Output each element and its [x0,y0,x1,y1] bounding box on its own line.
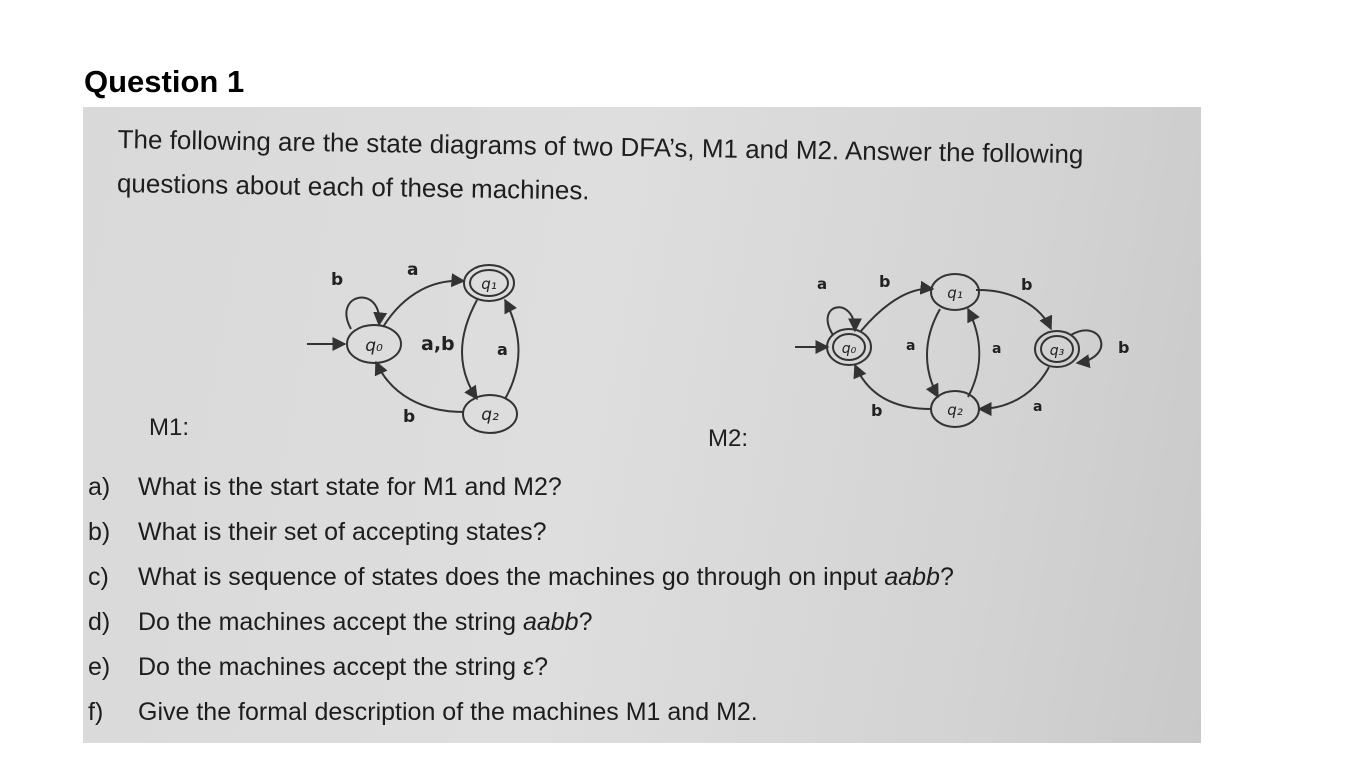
m2-edge-q1-q2 [927,309,940,397]
question-emphasis: aabb [522,608,579,636]
m1-q0-self-label: b [331,270,344,290]
m1-q2-q0-label: b [403,407,416,427]
m1-q0-q1-label: a [407,260,419,280]
m1-q1-label: q₁ [481,275,497,293]
m1-edge-q2-q0 [376,362,464,412]
m2-edge-q1-q3 [976,290,1051,329]
question-text: Do the machines accept the string [138,608,523,636]
m2-edge-q2-q0 [855,365,931,409]
question-tail: ? [578,608,593,636]
question-text: What is the start state for M1 and M2? [138,473,562,501]
question-heading: Question 1 [84,64,245,99]
m1-label: M1: [149,414,190,441]
state-diagrams [83,107,1201,467]
m1-q0-label: q₀ [365,336,383,356]
question-letter: b) [88,518,111,546]
m2-label: M2: [708,425,749,452]
question-text: What is their set of accepting states? [138,518,547,546]
m2-q1-q3-label: b [1021,275,1033,294]
m1-edge-q0-q1 [383,281,464,327]
m2-q3-self-label: b [1118,338,1130,357]
question-photo [83,107,1201,743]
question-text: What is sequence of states does the machines go through on input [138,563,885,591]
question-item [88,555,954,600]
intro-line-1: The following are the state diagrams of two DFA’s, M1 and M2. Answer the following [117,123,1084,170]
m1-q2-label: q₂ [481,405,499,425]
m2-q2-label: q₂ [947,401,963,419]
m2-q0-label: q₀ [841,341,857,357]
question-item [88,690,954,735]
m1-edge-q1-q2 [462,300,477,399]
intro-line-2: questions about each of these machines. [116,167,590,206]
m2-q2-q0-label: b [871,401,883,420]
m2-q3-q2-label: a [1033,399,1043,415]
question-emphasis: aabb [884,563,940,591]
question-letter: e) [88,653,111,681]
question-item [88,645,954,690]
m2-q1-q2-label: a [906,338,916,354]
question-text: Do the machines accept the string ε? [138,653,548,681]
question-list [88,465,954,735]
m2-q3-label: q₃ [1049,343,1065,359]
m2-edge-q0-q1 [861,289,933,331]
m1-q2-q1-label: a [497,340,508,359]
question-item [88,600,954,645]
m2-q2-q1-label: a [992,341,1002,357]
question-tail: ? [939,563,954,591]
m2-edge-q2-q1 [968,309,979,397]
m2-q1-label: q₁ [947,284,963,302]
m1-q1-q2-label: a,b [421,333,455,355]
m2-q0-q1-label: b [879,272,891,291]
m2-q0-self-label: a [817,275,828,293]
question-letter: d) [88,608,111,636]
question-item [88,465,954,510]
question-text: Give the formal description of the machines M1 and M2. [138,698,758,726]
question-item [88,510,954,555]
question-letter: a) [88,473,111,501]
question-letter: f) [88,698,104,726]
question-letter: c) [88,563,109,591]
